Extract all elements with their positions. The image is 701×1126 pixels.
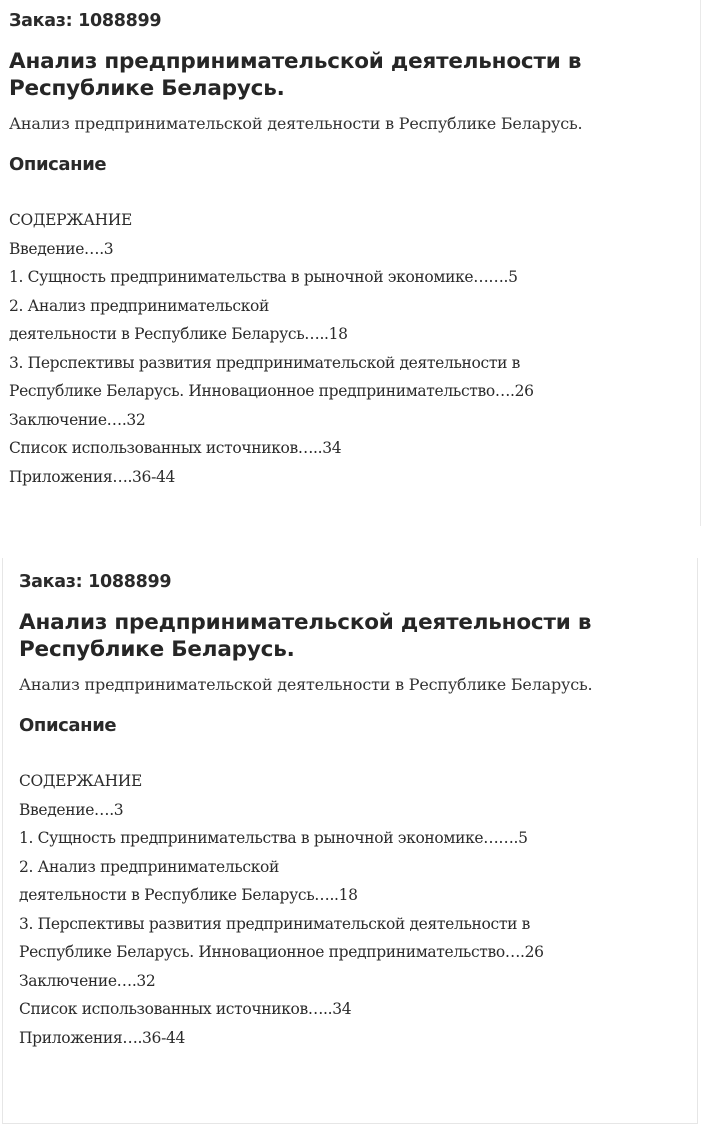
toc-heading: СОДЕРЖАНИЕ [9, 211, 132, 229]
table-of-contents [19, 767, 689, 1052]
toc-line: 1. Сущность предпринимательства в рыночной экономике…….5 [19, 829, 528, 847]
toc-line: 3. Перспективы развития предпринимательской деятельности в [19, 914, 531, 933]
toc-line: Приложения….36-44 [19, 1028, 185, 1047]
toc-line: Республике Беларусь. Инновационное предпринимательство….26 [9, 382, 534, 400]
toc-line: Введение….3 [9, 239, 114, 258]
toc-line: Приложения….36-44 [9, 467, 175, 486]
description-heading: Описание [9, 154, 107, 175]
document-title[interactable]: Анализ предпринимательской деятельности в Республике Беларусь. [9, 49, 582, 101]
order-number: Заказ: 1088899 [9, 11, 162, 31]
toc-line: Введение….3 [19, 800, 124, 819]
toc-line: деятельности в Республике Беларусь…..18 [9, 325, 348, 343]
toc-line: 1. Сущность предпринимательства в рыночной экономике…….5 [9, 268, 518, 286]
toc-line: Заключение….32 [9, 410, 146, 429]
order-card-1 [0, 0, 701, 526]
toc-line: Республике Беларусь. Инновационное предпринимательство….26 [19, 943, 544, 961]
toc-line: Список использованных источников…..34 [9, 439, 342, 457]
toc-line: Список использованных источников…..34 [19, 1000, 352, 1018]
description-heading: Описание [19, 715, 117, 736]
document-subtitle: Анализ предпринимательской деятельности в Республике Беларусь. [9, 114, 583, 133]
table-of-contents [9, 206, 692, 491]
toc-line: 2. Анализ предпринимательской [19, 857, 280, 876]
toc-line: 2. Анализ предпринимательской [9, 296, 270, 315]
document-subtitle: Анализ предпринимательской деятельности в Республике Беларусь. [19, 675, 593, 694]
toc-heading: СОДЕРЖАНИЕ [19, 772, 142, 790]
toc-line: Заключение….32 [19, 971, 156, 990]
toc-line: 3. Перспективы развития предпринимательской деятельности в [9, 353, 521, 372]
toc-line: деятельности в Республике Беларусь…..18 [19, 886, 358, 904]
order-number: Заказ: 1088899 [19, 572, 172, 592]
document-title[interactable]: Анализ предпринимательской деятельности в Республике Беларусь. [19, 610, 592, 662]
order-card-2 [2, 558, 698, 1124]
